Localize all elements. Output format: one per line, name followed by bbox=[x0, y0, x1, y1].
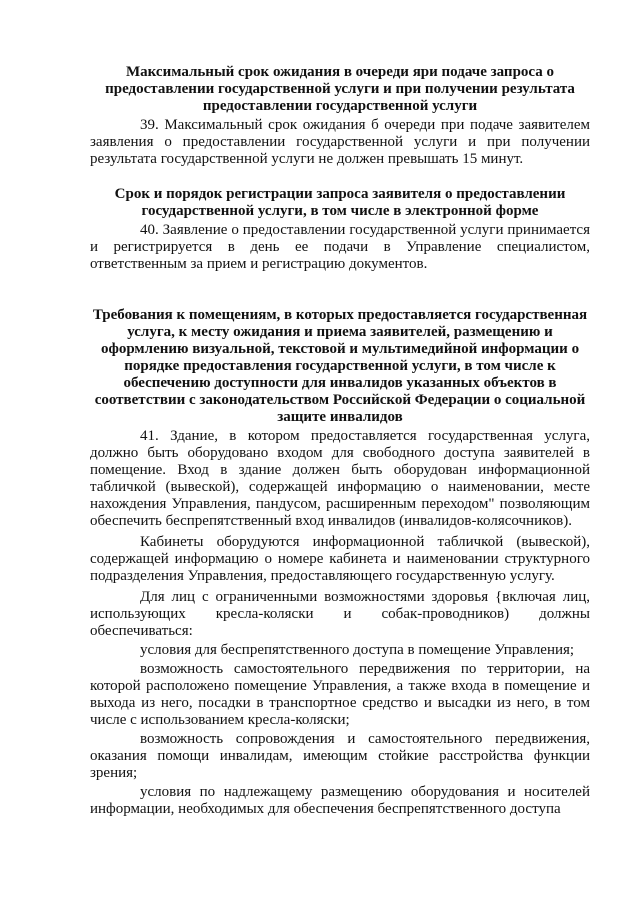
section-heading: Требования к помещениям, в которых предоставляется государственная услуга, к месту ожидания и приема заявителей, размещению и оформлению визуальной, текстовой и мультимедийной информации о порядке предоставления государственной услуги, в том числе к обеспечению доступности для инвалидов указанных объектов в соответствии с законодательством Российской Федерации о социальной защите инвалидов bbox=[92, 307, 588, 425]
section-heading: Максимальный срок ожидания в очереди яри подаче запроса о предоставлении государственной услуги и при получении результата предоставлении государственной услуги bbox=[105, 64, 575, 114]
section-premises-requirements bbox=[90, 307, 590, 818]
section-queue-wait bbox=[90, 64, 590, 168]
paragraph-cabinets: Кабинеты оборудуются информационной табличкой (вывеской), содержащей информацию о номере кабинета и наименовании структурного подразделения Управления, предоставляющего государственную услугу. bbox=[90, 534, 590, 584]
paragraph-condition-accompany: возможность сопровождения и самостоятельного передвижения, оказания помощи инвалидам, имеющим стойкие расстройства функции зрения; bbox=[90, 731, 590, 781]
paragraph-disabled-persons: Для лиц с ограниченными возможностями здоровья {включая лиц, использующих кресла-коляски и собак-проводников) должны обеспечиваться: bbox=[90, 589, 590, 639]
paragraph-condition-equipment: условия по надлежащему размещению оборудования и носителей информации, необходимых для обеспечения беспрепятственного доступа bbox=[90, 784, 590, 817]
section-registration bbox=[90, 186, 590, 273]
paragraph-41: 41. Здание, в котором предоставляется государственная услуга, должно быть оборудовано входом для свободного доступа заявителей в помещение. Вход в здание должен быть оборудован информационной табличкой (вывеской), содержащей информацию о наименовании, месте нахождения Управления, пандусом, расширенным переходом" позволяющим обеспечить беспрепятственный вход инвалидов (инвалидов-колясочников). bbox=[90, 428, 590, 529]
paragraph-condition-access: условия для беспрепятственного доступа в помещение Управления; bbox=[140, 642, 575, 658]
section-heading: Срок и порядок регистрации запроса заявителя о предоставлении государственной услуги, в том числе в электронной форме bbox=[114, 186, 566, 219]
paragraph-40: 40. Заявление о предоставлении государственной услуги принимается и регистрируется в день ее подачи в Управление специалистом, ответственным за прием и регистрацию документов. bbox=[90, 222, 590, 272]
paragraph-condition-movement: возможность самостоятельного передвижения по территории, на которой расположено помещение Управления, а также входа в помещение и выхода из него, посадки в транспортное средство и высадки из него, в том числе с использованием кресла-коляски; bbox=[90, 661, 590, 728]
paragraph-39: 39. Максимальный срок ожидания б очереди при подаче заявителем заявления о предоставлении государственной услуги и при получении результата государственной услуги не должен превышать 15 минут. bbox=[90, 117, 590, 167]
